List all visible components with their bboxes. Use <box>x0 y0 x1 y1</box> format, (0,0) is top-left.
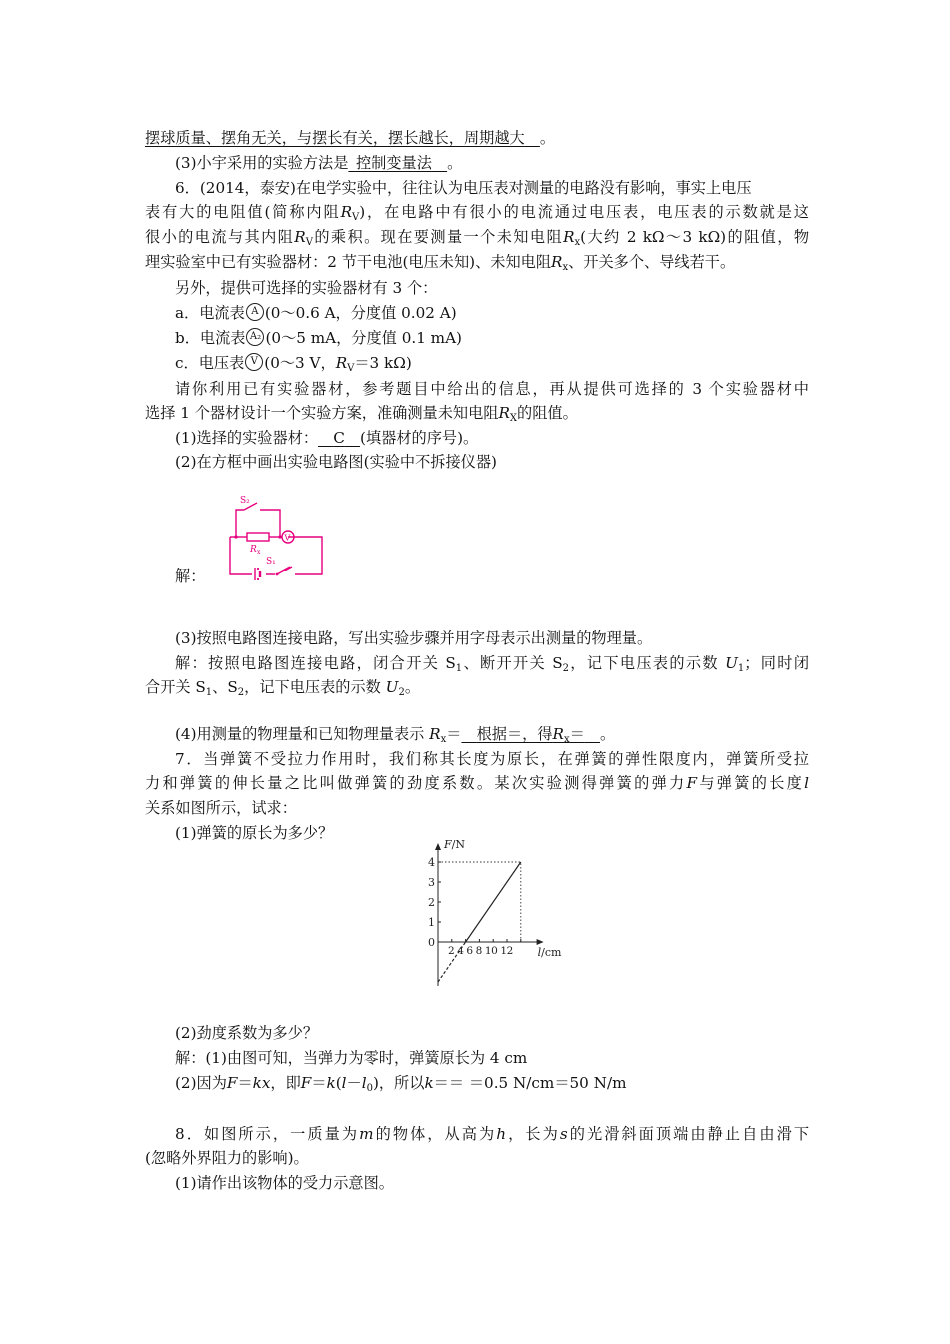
q7-line1: 7．当弹簧不受拉力作用时，我们称其长度为原长，在弹簧的弹性限度内，弹簧所受拉 <box>175 750 809 768</box>
q7-sub1: (1)弹簧的原长为多少？ <box>175 824 334 842</box>
y-tick-label-0: 0 <box>428 936 435 949</box>
q5-conclusion-answer: 摆球质量、摆角无关，与摆长有关，摆长越长，周期越大 <box>145 129 525 147</box>
q6-option-c: c．电压表 V (0～3 V，$R_V=3$ kΩ) <box>175 354 412 374</box>
y-tick-label-3: 3 <box>428 876 435 889</box>
q7-solution-1: 解：(1)由图可知，当弹力为零时，弹簧原长为 4 cm <box>175 1049 528 1067</box>
q6-sub3-solution-1: 解：按照电路图连接电路，闭合开关 $S_1$、断开开关 $S_2$，记下电压表的示数 $U_1$；同时闭 <box>175 654 810 674</box>
q8-sub1: (1)请作出该物体的受力示意图。 <box>175 1174 394 1192</box>
q6-line9: 请你利用已有实验器材，参考题目中给出的信息，再从提供可选择的 3 个实验器材中 <box>175 380 809 398</box>
q6-line5: 另外，提供可选择的实验器材有 3 个： <box>175 279 438 297</box>
s1-label: S₁ <box>266 557 276 567</box>
ammeter-icon: A <box>246 303 264 321</box>
outer-wire <box>230 537 322 574</box>
q7-line2: 力和弹簧的伸长量之比叫做弹簧的劲度系数。某次实验测得弹簧的弹力F与弹簧的长度l <box>145 774 810 792</box>
circuit-diagram <box>222 492 332 584</box>
q6-solution-label: 解： <box>175 567 206 585</box>
q6-sub1: (1)选择的实验器材： C (填器材的序号)。 <box>175 429 479 447</box>
q6-line4: 理实验室中已有实验器材：2 节干电池(电压未知)、未知电阻$R_x$、开关多个、导线若干。 <box>145 253 736 273</box>
y-tick-label-1: 1 <box>428 916 435 929</box>
x-axis-label: l/cm <box>537 946 562 959</box>
voltmeter-label: V <box>284 533 291 543</box>
q7-line3: 关系如图所示，试求： <box>145 799 297 817</box>
spring-force-chart <box>420 840 570 990</box>
y-tick-label-2: 2 <box>428 896 435 909</box>
q6-sub3: (3)按照电路图连接电路，写出实验步骤并用字母表示出测量的物理量。 <box>175 629 653 647</box>
q6-option-a: a．电流表 A (0～0.6 A，分度值 0.02 A) <box>175 304 457 322</box>
q6-sub4: (4)用测量的物理量和已知物理量表示 $R_x=$ 根据＝，得$R_x=$ 。 <box>175 725 616 745</box>
q6-line2: 表有大的电阻值(简称内阻$R_V$)，在电路中有很小的电流通过电压表，电压表的示数就是这 <box>145 203 809 223</box>
y-axis-arrow <box>435 843 441 850</box>
q8-line1: 8．如图所示，一质量为m的物体，从高为h，长为s的光滑斜面顶端由静止自由滑下 <box>175 1125 810 1143</box>
q6-line10: 选择 1 个器材设计一个实验方案，准确测量未知电阻$R_X$的阻值。 <box>145 404 578 424</box>
s2-label: S₂ <box>240 496 250 506</box>
x-tick-labels: 2 4 6 8 10 12 <box>448 945 513 957</box>
q6-option-b: b．电流表 A₂ (0～5 mA，分度值 0.1 mA) <box>175 329 462 347</box>
rx-resistor <box>247 533 269 541</box>
rx-label: R <box>250 545 257 555</box>
q6-line3: 很小的电流与其内阻$R_V$的乘积。现在要测量一个未知电阻$R_x$(大约 2 kΩ～3 kΩ)的阻值，物 <box>145 228 810 248</box>
series-line-0 <box>466 862 521 942</box>
q5-sub3-answer: 控制变量法 <box>355 154 432 172</box>
voltmeter-icon: V <box>245 353 263 371</box>
q6-line1: 6．(2014，泰安)在电学实验中，往往认为电压表对测量的电路没有影响，事实上电压 <box>175 179 752 197</box>
s2-wire-left <box>236 510 244 537</box>
y-tick-label-4: 4 <box>428 856 435 869</box>
q6-sub2: (2)在方框中画出实验电路图(实验中不拆接仪器) <box>175 453 497 471</box>
q8-line2: (忽略外界阻力的影响)。 <box>145 1149 309 1167</box>
q6-sub3-solution-2: 合开关 $S_1$、$S_2$，记下电压表的示数 $U_2$。 <box>145 678 421 698</box>
q7-solution-2: (2)因为F＝kx，即$F=k(l-l_0)$，所以k＝＝ ＝0.5 N/cm＝50 N/m <box>175 1074 627 1094</box>
q5-sub3: (3)小宇采用的实验方法是 控制变量法 。 <box>175 154 463 172</box>
q7-sub2: (2)劲度系数为多少？ <box>175 1024 319 1042</box>
milliammeter-icon: A₂ <box>246 328 264 346</box>
q5-answer-line: 摆球质量、摆角无关，与摆长有关，摆长越长，周期越大 。 <box>145 129 556 147</box>
x-axis-arrow <box>537 939 544 945</box>
q6-sub1-answer: C <box>333 429 345 447</box>
rx-label-sub: x <box>257 549 261 556</box>
y-axis-label: F/N <box>444 838 465 851</box>
